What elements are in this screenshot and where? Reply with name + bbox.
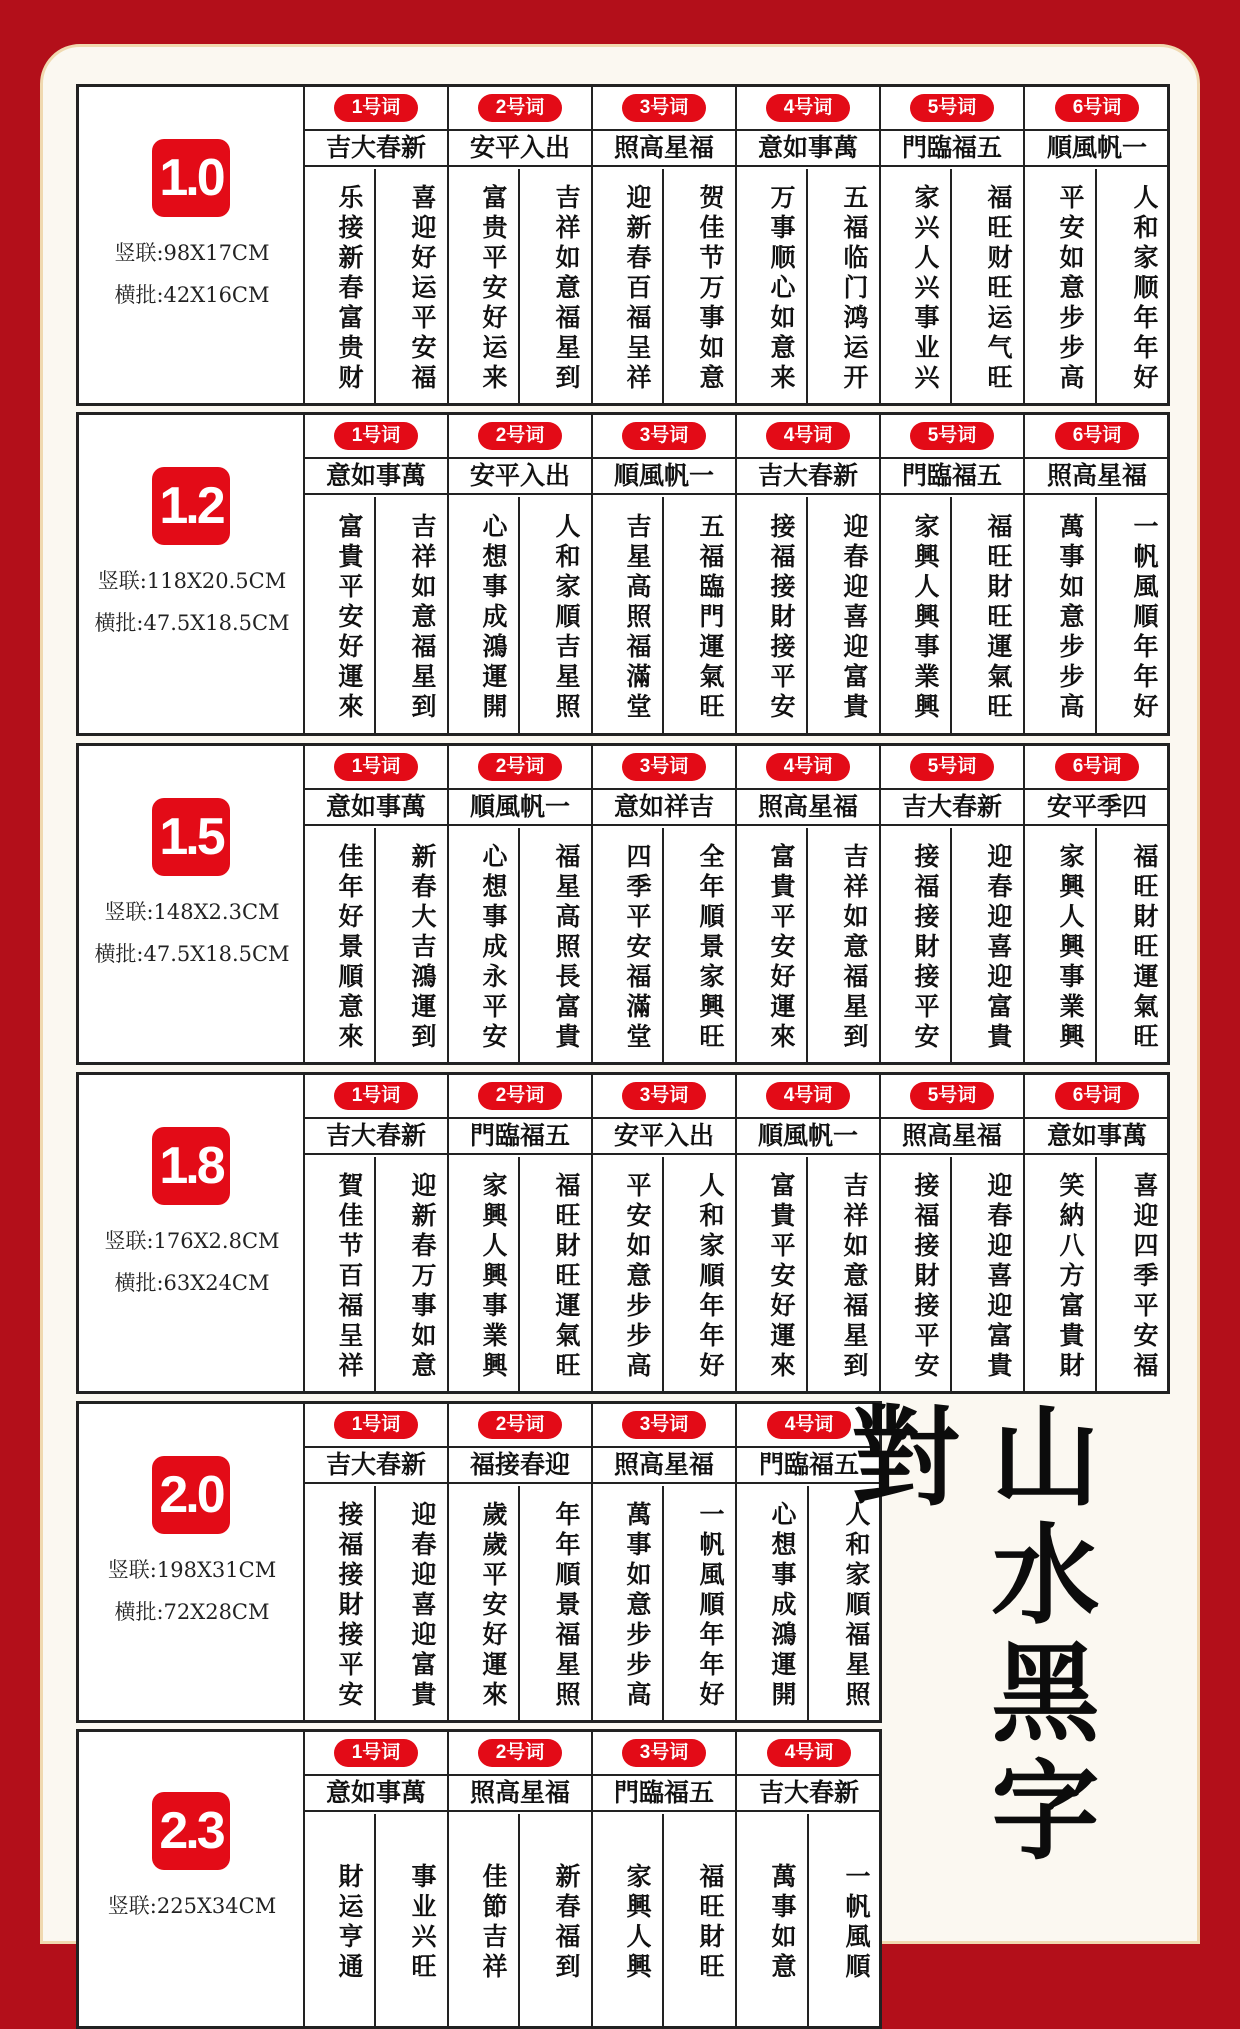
option-tag: 1号词 <box>334 1082 418 1110</box>
horizontal-scroll-text: 安平入出 <box>449 457 591 495</box>
right-couplet-text: 人和家順吉星照 <box>552 513 581 723</box>
option-tag: 3号词 <box>622 1739 706 1767</box>
horizontal-scroll-text: 吉大春新 <box>305 129 447 167</box>
couplet-option <box>737 1732 881 2026</box>
option-tag: 4号词 <box>767 1739 851 1767</box>
option-tag: 1号词 <box>334 1739 418 1767</box>
option-tag: 4号词 <box>766 94 850 122</box>
vertical-size: 竖联:148X2.3CM <box>104 900 280 924</box>
option-tag: 4号词 <box>766 753 850 781</box>
option-tag: 5号词 <box>910 1082 994 1110</box>
horizontal-size: 横批:47.5X18.5CM <box>94 611 290 635</box>
option-tag: 3号词 <box>622 1082 706 1110</box>
option-tag: 2号词 <box>478 1739 562 1767</box>
horizontal-scroll-text: 吉大春新 <box>305 1446 447 1484</box>
right-couplet-text: 一帆風順年年好 <box>696 1501 725 1711</box>
left-couplet-text: 迎新春百福呈祥 <box>593 169 664 403</box>
horizontal-scroll-text: 順風帆一 <box>449 788 591 826</box>
option-tag: 5号词 <box>910 94 994 122</box>
couplet-option <box>881 746 1025 1062</box>
right-couplet-text: 新春福到 <box>552 1863 581 1983</box>
right-couplet-text: 福星高照長富貴 <box>552 843 581 1053</box>
right-couplet-text: 吉祥如意福星到 <box>840 1172 869 1382</box>
left-couplet-text: 家兴人兴事业兴 <box>881 169 952 403</box>
horizontal-scroll-text: 安平季四 <box>1025 788 1169 826</box>
right-couplet-text: 喜迎好运平安福 <box>408 184 437 394</box>
left-couplet-text: 笑納八方富貴財 <box>1025 1157 1097 1391</box>
couplet-option <box>593 415 737 733</box>
option-tag: 2号词 <box>478 1411 562 1439</box>
couplet-option <box>305 746 449 1062</box>
couplet-option <box>881 87 1025 403</box>
left-couplet-text: 四季平安福滿堂 <box>593 828 664 1062</box>
option-tag: 6号词 <box>1055 1082 1139 1110</box>
vertical-size: 竖联:176X2.8CM <box>104 1229 280 1253</box>
couplet-option <box>737 746 881 1062</box>
horizontal-scroll-text: 意如事萬 <box>1025 1117 1169 1155</box>
couplet-option <box>1025 415 1169 733</box>
left-couplet-text: 平安如意步步高 <box>1025 169 1097 403</box>
horizontal-size: 横批:63X24CM <box>114 1271 270 1295</box>
vertical-size: 竖联:98X17CM <box>114 241 270 265</box>
option-tag: 2号词 <box>478 94 562 122</box>
couplet-option <box>737 1075 881 1391</box>
size-block-1 <box>76 412 1170 736</box>
left-couplet-text: 心想事成鴻運開 <box>449 497 520 733</box>
left-couplet-text: 富貴平安好運來 <box>305 497 376 733</box>
left-couplet-text: 吉星高照福滿堂 <box>593 497 664 733</box>
right-couplet-text: 全年順景家興旺 <box>696 843 725 1053</box>
right-couplet-text: 五福臨門運氣旺 <box>696 513 725 723</box>
horizontal-scroll-text: 意如事萬 <box>305 788 447 826</box>
size-block-4 <box>76 1401 882 1723</box>
horizontal-scroll-text: 照高星福 <box>1025 457 1169 495</box>
left-couplet-text: 万事顺心如意来 <box>737 169 808 403</box>
horizontal-scroll-text: 吉大春新 <box>737 457 879 495</box>
right-couplet-text: 福旺財旺 <box>696 1863 725 1983</box>
horizontal-scroll-text: 照高星福 <box>881 1117 1023 1155</box>
size-badge: 1.2 <box>152 467 230 545</box>
right-couplet-text: 吉祥如意福星到 <box>408 513 437 723</box>
right-couplet-text: 福旺財旺運氣旺 <box>984 513 1013 723</box>
horizontal-scroll-text: 順風帆一 <box>1025 129 1169 167</box>
couplet-option <box>305 1404 449 1720</box>
couplet-option <box>593 87 737 403</box>
horizontal-scroll-text: 門臨福五 <box>881 129 1023 167</box>
couplet-option <box>593 1732 737 2026</box>
horizontal-scroll-text: 意如祥吉 <box>593 788 735 826</box>
option-tag: 2号词 <box>478 753 562 781</box>
right-couplet-text: 福旺财旺运气旺 <box>984 184 1013 394</box>
left-couplet-text: 佳年好景順意來 <box>305 828 376 1062</box>
vertical-size: 竖联:118X20.5CM <box>97 569 287 593</box>
left-couplet-text: 家興人興事業興 <box>449 1157 520 1391</box>
size-info <box>79 87 305 403</box>
left-couplet-text: 心想事成鴻運開 <box>737 1486 809 1720</box>
size-badge: 2.3 <box>152 1792 230 1870</box>
couplet-option <box>593 1404 737 1720</box>
left-couplet-text: 歲歲平安好運來 <box>449 1486 520 1720</box>
horizontal-scroll-text: 照高星福 <box>449 1774 591 1812</box>
size-info <box>79 1075 305 1391</box>
right-couplet-text: 吉祥如意福星到 <box>840 843 869 1053</box>
option-tag: 4号词 <box>766 422 850 450</box>
couplet-option <box>449 87 593 403</box>
horizontal-size: 横批:42X16CM <box>114 283 270 307</box>
option-tag: 4号词 <box>767 1411 851 1439</box>
size-badge: 1.5 <box>152 798 230 876</box>
couplet-option <box>737 415 881 733</box>
horizontal-scroll-text: 門臨福五 <box>593 1774 735 1812</box>
couplet-option <box>449 1404 593 1720</box>
size-block-5 <box>76 1729 882 2029</box>
right-couplet-text: 迎新春万事如意 <box>408 1172 437 1382</box>
option-tag: 4号词 <box>766 1082 850 1110</box>
left-couplet-text: 富贵平安好运来 <box>449 169 520 403</box>
horizontal-scroll-text: 門臨福五 <box>737 1446 881 1484</box>
left-couplet-text: 心想事成永平安 <box>449 828 520 1062</box>
right-couplet-text: 年年順景福星照 <box>552 1501 581 1711</box>
left-couplet-text: 家興人興事業興 <box>881 497 952 733</box>
left-couplet-text: 佳節吉祥 <box>449 1814 520 2026</box>
horizontal-size: 横批:47.5X18.5CM <box>94 942 290 966</box>
couplet-option <box>449 1732 593 2026</box>
size-info <box>79 746 305 1062</box>
size-badge: 2.0 <box>152 1456 230 1534</box>
right-couplet-text: 福旺財旺運氣旺 <box>552 1172 581 1382</box>
horizontal-scroll-text: 順風帆一 <box>737 1117 879 1155</box>
right-couplet-text: 一帆風順 <box>842 1863 871 1983</box>
vertical-size: 竖联:198X31CM <box>107 1558 277 1582</box>
right-couplet-text: 人和家順年年好 <box>696 1172 725 1382</box>
vertical-size: 竖联:225X34CM <box>107 1894 277 1918</box>
size-block-2 <box>76 743 1170 1065</box>
size-badge: 1.0 <box>152 139 230 217</box>
couplet-option <box>1025 87 1169 403</box>
option-tag: 6号词 <box>1055 422 1139 450</box>
horizontal-scroll-text: 門臨福五 <box>881 457 1023 495</box>
couplet-option <box>305 415 449 733</box>
right-couplet-text: 迎春迎喜迎富貴 <box>984 1172 1013 1382</box>
horizontal-scroll-text: 意如事萬 <box>305 457 447 495</box>
option-tag: 1号词 <box>334 94 418 122</box>
left-couplet-text: 萬事如意 <box>737 1814 809 2026</box>
couplet-option <box>593 1075 737 1391</box>
right-couplet-text: 迎春迎喜迎富貴 <box>984 843 1013 1053</box>
left-couplet-text: 財运亨通 <box>305 1814 376 2026</box>
size-info <box>79 1732 305 2026</box>
option-tag: 3号词 <box>622 94 706 122</box>
left-couplet-text: 賀佳节百福呈祥 <box>305 1157 376 1391</box>
size-info <box>79 415 305 733</box>
horizontal-scroll-text: 照高星福 <box>593 129 735 167</box>
couplet-option <box>449 746 593 1062</box>
left-couplet-text: 萬事如意步步高 <box>593 1486 664 1720</box>
couplet-option <box>305 87 449 403</box>
size-block-0 <box>76 84 1170 406</box>
couplet-option <box>305 1732 449 2026</box>
left-couplet-text: 接福接財接平安 <box>305 1486 376 1720</box>
left-couplet-text: 接福接財接平安 <box>881 828 952 1062</box>
left-couplet-text: 接福接財接平安 <box>737 497 808 733</box>
horizontal-scroll-text: 意如事萬 <box>737 129 879 167</box>
left-couplet-text: 富貴平安好運來 <box>737 828 808 1062</box>
right-couplet-text: 新春大吉鴻運到 <box>408 843 437 1053</box>
size-block-3 <box>76 1072 1170 1394</box>
couplet-option <box>881 415 1025 733</box>
option-tag: 3号词 <box>622 422 706 450</box>
right-couplet-text: 吉祥如意福星到 <box>552 184 581 394</box>
left-couplet-text: 萬事如意步步高 <box>1025 497 1097 733</box>
right-couplet-text: 一帆風順年年好 <box>1130 513 1159 723</box>
right-couplet-text: 贺佳节万事如意 <box>696 184 725 394</box>
product-title: 山水黑字對 <box>833 1400 1099 1872</box>
left-couplet-text: 接福接財接平安 <box>881 1157 952 1391</box>
option-tag: 3号词 <box>622 1411 706 1439</box>
horizontal-scroll-text: 吉大春新 <box>305 1117 447 1155</box>
right-couplet-text: 人和家顺年年好 <box>1130 184 1159 394</box>
couplet-option <box>737 87 881 403</box>
option-tag: 5号词 <box>910 422 994 450</box>
left-couplet-text: 家興人興 <box>593 1814 664 2026</box>
left-couplet-text: 富貴平安好運來 <box>737 1157 808 1391</box>
right-couplet-text: 事业兴旺 <box>408 1863 437 1983</box>
option-tag: 6号词 <box>1055 753 1139 781</box>
right-couplet-text: 五福临门鸿运开 <box>840 184 869 394</box>
left-couplet-text: 家興人興事業興 <box>1025 828 1097 1062</box>
couplet-option <box>449 1075 593 1391</box>
horizontal-size: 横批:72X28CM <box>114 1600 270 1624</box>
couplet-option <box>1025 1075 1169 1391</box>
left-couplet-text: 平安如意步步高 <box>593 1157 664 1391</box>
horizontal-scroll-text: 照高星福 <box>737 788 879 826</box>
couplet-option <box>449 415 593 733</box>
horizontal-scroll-text: 照高星福 <box>593 1446 735 1484</box>
option-tag: 6号词 <box>1055 94 1139 122</box>
right-couplet-text: 人和家順福星照 <box>842 1501 871 1711</box>
couplet-option <box>305 1075 449 1391</box>
horizontal-scroll-text: 意如事萬 <box>305 1774 447 1812</box>
couplet-option <box>881 1075 1025 1391</box>
right-couplet-text: 迎春迎喜迎富貴 <box>408 1501 437 1711</box>
horizontal-scroll-text: 門臨福五 <box>449 1117 591 1155</box>
horizontal-scroll-text: 吉大春新 <box>737 1774 881 1812</box>
horizontal-scroll-text: 順風帆一 <box>593 457 735 495</box>
size-info <box>79 1404 305 1720</box>
couplet-option <box>1025 746 1169 1062</box>
option-tag: 2号词 <box>478 422 562 450</box>
size-badge: 1.8 <box>152 1127 230 1205</box>
option-tag: 1号词 <box>334 753 418 781</box>
option-tag: 1号词 <box>334 422 418 450</box>
option-tag: 3号词 <box>622 753 706 781</box>
horizontal-scroll-text: 福接春迎 <box>449 1446 591 1484</box>
option-tag: 1号词 <box>334 1411 418 1439</box>
right-couplet-text: 喜迎四季平安福 <box>1130 1172 1159 1382</box>
couplet-option <box>593 746 737 1062</box>
horizontal-scroll-text: 安平入出 <box>593 1117 735 1155</box>
horizontal-scroll-text: 安平入出 <box>449 129 591 167</box>
option-tag: 5号词 <box>910 753 994 781</box>
option-tag: 2号词 <box>478 1082 562 1110</box>
left-couplet-text: 乐接新春富贵财 <box>305 169 376 403</box>
right-couplet-text: 福旺財旺運氣旺 <box>1130 843 1159 1053</box>
right-couplet-text: 迎春迎喜迎富貴 <box>840 513 869 723</box>
horizontal-scroll-text: 吉大春新 <box>881 788 1023 826</box>
